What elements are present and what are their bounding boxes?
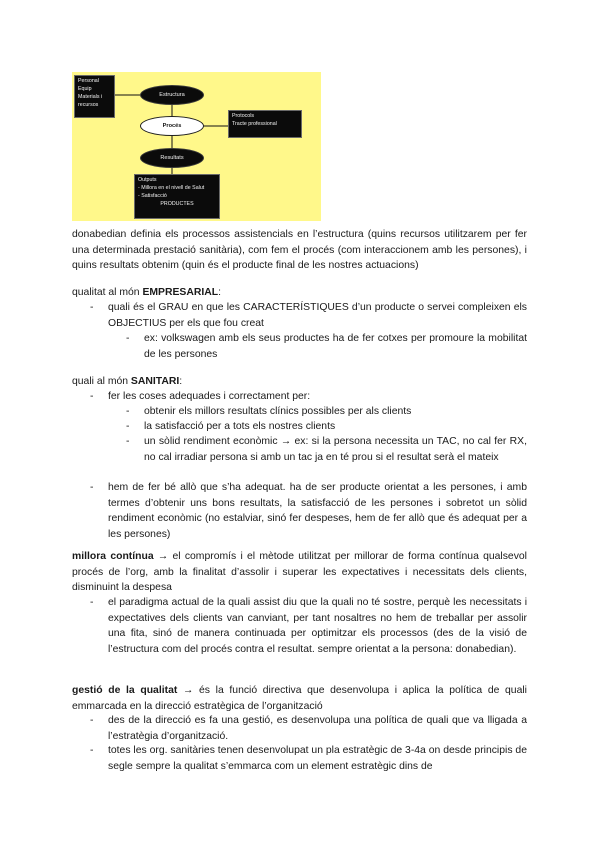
sanitari-item-1: fer les coses adequades i correctament per: (108, 391, 311, 402)
bullet-dash: - (90, 715, 94, 726)
proces-item: Tracte professional (232, 121, 277, 127)
gestio-definition: → és la funció directiva que desenvolupa i aplica la política de quali emmarcada en la direcció estratègica de l’organització (72, 685, 527, 712)
gestio-item-2: totes les org. sanitàries tenen desenvolupat un pla estratègic de 3-4a on desde principis de segle sempre la qualitat s’emmarca com un element estratègic dins de (108, 745, 527, 772)
millora-paragraph (72, 549, 527, 596)
gestio-paragraph (72, 683, 527, 714)
output-item: - Satisfacció (138, 193, 167, 199)
heading-prefix: quali al món (72, 376, 131, 387)
gestio-item-1: des de la direcció es fa una gestió, es desenvolupa una política de quali que va lligada a l’estratègia d’organització. (108, 715, 527, 742)
sanitari-subitem-2: la satisfacció per a tots els nostres clients (144, 421, 336, 432)
input-box (74, 75, 115, 118)
resultats-label: Resultats (160, 155, 184, 161)
gestio-term: gestió de la qualitat (72, 685, 178, 696)
heading-suffix: : (218, 287, 221, 298)
input-item: Equip (78, 86, 92, 92)
bullet-dash: - (126, 406, 130, 417)
empresarial-heading (72, 285, 527, 301)
millora-item: el paradigma actual de la quali assist diu que la quali no té sostre, perquè les necessitats i expectatives dels clients van canviant, per tant nosaltres no hem de treballar per assolir una fita, sinó de manera continuada per optimitzar els processos (des de la visió de l’estructura com del procés contra el resultat. sempre orientat a la persona: donabedian). (108, 597, 527, 655)
sanitari-heading (72, 374, 527, 390)
empresarial-subitem: ex: volkswagen amb els seus productes ha de fer cotxes per promoure la mobilitat de les persones (144, 333, 527, 360)
sanitari-item-2: hem de fer bé allò que s’ha adequat. ha de ser producte orientat a les persones, i amb termes d’obtenir uns bons resultats, la satisfacció de les persones i sobretot un sòlid rendiment econòmic (no estalviar, sinó fer despeses, hem de fer allò que és adequat per a les persones) (108, 482, 527, 540)
input-item: Personal (78, 78, 99, 84)
donabedian-diagram (72, 72, 321, 221)
bullet-dash: - (90, 597, 94, 608)
proces-ellipse (140, 116, 204, 136)
bullet-dash: - (126, 333, 130, 344)
resultats-ellipse (140, 148, 204, 168)
bullet-dash: - (126, 436, 130, 447)
proces-label: Procés (162, 123, 182, 129)
millora-term: millora contínua (72, 551, 154, 562)
output-box (134, 174, 220, 219)
estructura-ellipse (140, 85, 204, 105)
bullet-dash: - (90, 745, 94, 756)
heading-suffix: : (179, 376, 183, 387)
output-item: Outputs (138, 177, 157, 183)
heading-bold: EMPRESARIAL (142, 287, 219, 298)
input-item: Materials i (78, 94, 103, 100)
millora-definition: → el compromís i el mètode utilitzat per millorar de forma contínua qualsevol procés de l’org, amb la finalitat d’assolir i superar les expectatives i necessitats dels clients, disminuint la despesa (72, 551, 527, 594)
input-item: recursos (78, 102, 99, 108)
estructura-label: Estructura (159, 92, 185, 98)
heading-prefix: qualitat al món (72, 287, 143, 298)
proces-item: Protocols (232, 113, 255, 119)
bullet-dash: - (126, 421, 130, 432)
sanitari-subitem-1: obtenir els millors resultats clínics possibles per als clients (144, 406, 412, 417)
empresarial-item: quali és el GRAU en que les CARACTERÍSTIQUES d’un producte o servei compleixen els OBJECTIUS per els que fou creat (108, 302, 527, 329)
productes-label: PRODUCTES (160, 201, 194, 207)
intro-paragraph: donabedian definia els processos assistencials en l’estructura (quins recursos utilitzarem per fer una determinada prestació sanitària), com fem el procés (com interaccionem amb les persones), i quins resultats obtenim (quin és el producte final de les nostres actuacions) (72, 229, 527, 272)
bullet-dash: - (90, 391, 94, 402)
bullet-dash: - (90, 482, 94, 493)
sanitari-subitem-3: un sòlid rendiment econòmic → ex: si la persona necessita un TAC, no cal fer RX, no cal irradiar persona si amb un tac ja en té prou si el resultat serà el mateix (144, 436, 527, 463)
bullet-dash: - (90, 302, 94, 313)
proces-box (228, 110, 302, 138)
heading-bold: SANITARI (130, 376, 180, 387)
output-item: - Millora en el nivell de Salut (138, 185, 205, 191)
